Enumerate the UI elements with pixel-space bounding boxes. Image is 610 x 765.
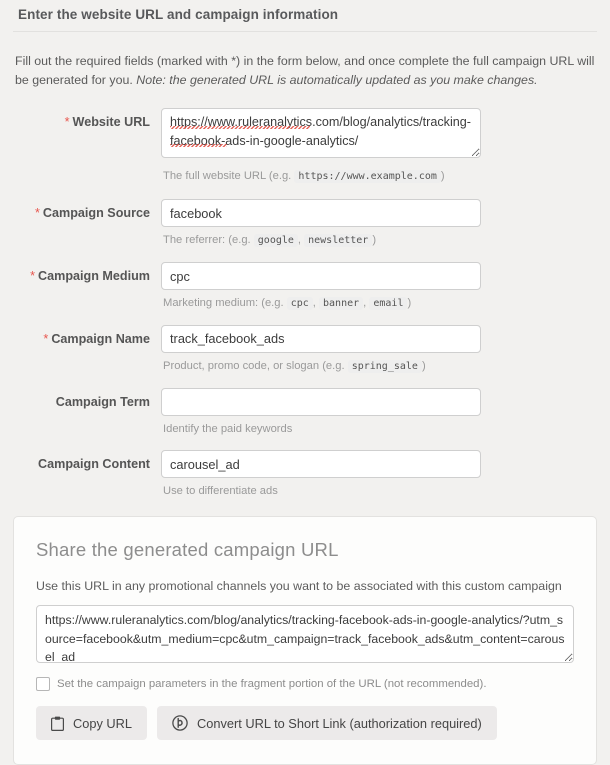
campaign-term-input[interactable] (161, 388, 481, 416)
spacer-3 (13, 312, 597, 325)
input-col-campaign-term (150, 388, 597, 438)
hint-campaign-medium (161, 290, 597, 312)
label-campaign-term (13, 388, 150, 409)
hint-suffix-website-url: ) (440, 170, 445, 183)
hint-code-campaign-source-0: google (254, 234, 298, 247)
hint-comma-campaign-medium-2: , (363, 297, 370, 310)
fragment-checkbox[interactable] (36, 677, 50, 691)
hint-code-campaign-medium-1: banner (319, 297, 363, 310)
intro-text (13, 32, 597, 90)
fragment-checkbox-row[interactable] (36, 677, 574, 691)
hint-prefix-campaign-name: Product, promo code, or slogan (e.g. (163, 359, 348, 372)
hint-code-campaign-source-1: newsletter (304, 234, 372, 247)
field-row-campaign-source (13, 199, 597, 249)
page-title: Enter the website URL and campaign information (18, 7, 339, 22)
intro-note: Note: the generated URL is automatically updated as you make changes. (136, 73, 538, 88)
clipboard-icon (51, 716, 64, 731)
label-campaign-content (13, 450, 150, 471)
website-url-input[interactable] (161, 108, 481, 158)
label-text-campaign-source: Campaign Source (42, 206, 150, 221)
hint-campaign-name (161, 353, 597, 375)
generated-url-textarea[interactable] (36, 605, 574, 663)
label-text-website-url: Website URL (72, 115, 150, 130)
spacer-2 (13, 249, 597, 262)
input-col-campaign-source (150, 199, 597, 249)
label-campaign-source (13, 199, 150, 220)
share-panel-title: Share the generated campaign URL (36, 539, 339, 561)
campaign-name-input[interactable] (161, 325, 481, 353)
label-campaign-name (13, 325, 150, 346)
spacer-1 (13, 185, 597, 199)
hint-suffix-campaign-medium: ) (407, 297, 412, 310)
share-button-row (36, 706, 574, 740)
website-url-spellcheck-wrap (161, 108, 481, 163)
required-asterisk-website-url: * (64, 115, 70, 130)
hint-code-campaign-name-0: spring_sale (348, 360, 422, 373)
bitly-icon (172, 715, 188, 731)
hint-comma-campaign-medium-1: , (312, 297, 320, 310)
intro-main: Fill out the required fields (marked with *) in the form below, and once complete the full campaign URL will be generated for you. (15, 54, 595, 88)
input-col-campaign-name (150, 325, 597, 375)
fragment-checkbox-label: Set the campaign parameters in the fragment portion of the URL (not recommended). (57, 678, 487, 691)
hint-prefix-campaign-source: The referrer: (e.g. (163, 234, 254, 247)
copy-url-button[interactable] (36, 706, 147, 740)
hint-prefix-website-url: The full website URL (e.g. (163, 170, 295, 183)
hint-campaign-source (161, 227, 597, 249)
label-website-url (13, 108, 150, 129)
campaign-form (13, 108, 597, 500)
hint-code-campaign-medium-0: cpc (287, 297, 313, 310)
input-col-campaign-content (150, 450, 597, 500)
required-asterisk-campaign-name: * (43, 331, 49, 346)
label-text-campaign-name: Campaign Name (51, 331, 150, 346)
field-row-campaign-name (13, 325, 597, 375)
hint-suffix-campaign-source: ) (372, 234, 377, 247)
copy-url-button-label: Copy URL (73, 715, 133, 731)
hint-suffix-campaign-name: ) (421, 359, 426, 372)
field-row-campaign-medium (13, 262, 597, 312)
hint-comma-campaign-source: , (297, 234, 305, 247)
input-col-website-url (150, 108, 597, 185)
share-panel-subtitle: Use this URL in any promotional channels you want to be associated with this custom campaign (36, 579, 562, 594)
campaign-source-input[interactable] (161, 199, 481, 227)
required-asterisk-campaign-medium: * (30, 269, 36, 284)
campaign-content-input[interactable] (161, 450, 481, 478)
share-panel (13, 516, 597, 765)
required-asterisk-campaign-source: * (35, 206, 40, 221)
campaign-medium-input[interactable] (161, 262, 481, 290)
spacer-4 (13, 375, 597, 388)
label-text-campaign-content: Campaign Content (38, 457, 150, 472)
convert-short-link-button-label: Convert URL to Short Link (authorization required) (197, 715, 482, 731)
field-row-campaign-content (13, 450, 597, 500)
hint-website-url (161, 163, 597, 185)
hint-code-website-url-0: https://www.example.com (294, 170, 440, 183)
field-row-campaign-term (13, 388, 597, 438)
spacer-5 (13, 437, 597, 450)
label-campaign-medium (13, 262, 150, 283)
hint-code-campaign-medium-2: email (369, 297, 407, 310)
field-row-website-url (13, 108, 597, 185)
input-col-campaign-medium (150, 262, 597, 312)
convert-short-link-button[interactable] (157, 706, 497, 740)
hint-campaign-term: Identify the paid keywords (163, 422, 293, 435)
hint-prefix-campaign-medium: Marketing medium: (e.g. (163, 297, 287, 310)
hint-campaign-content: Use to differentiate ads (163, 485, 278, 498)
label-text-campaign-term: Campaign Term (55, 394, 150, 409)
label-text-campaign-medium: Campaign Medium (38, 269, 150, 284)
